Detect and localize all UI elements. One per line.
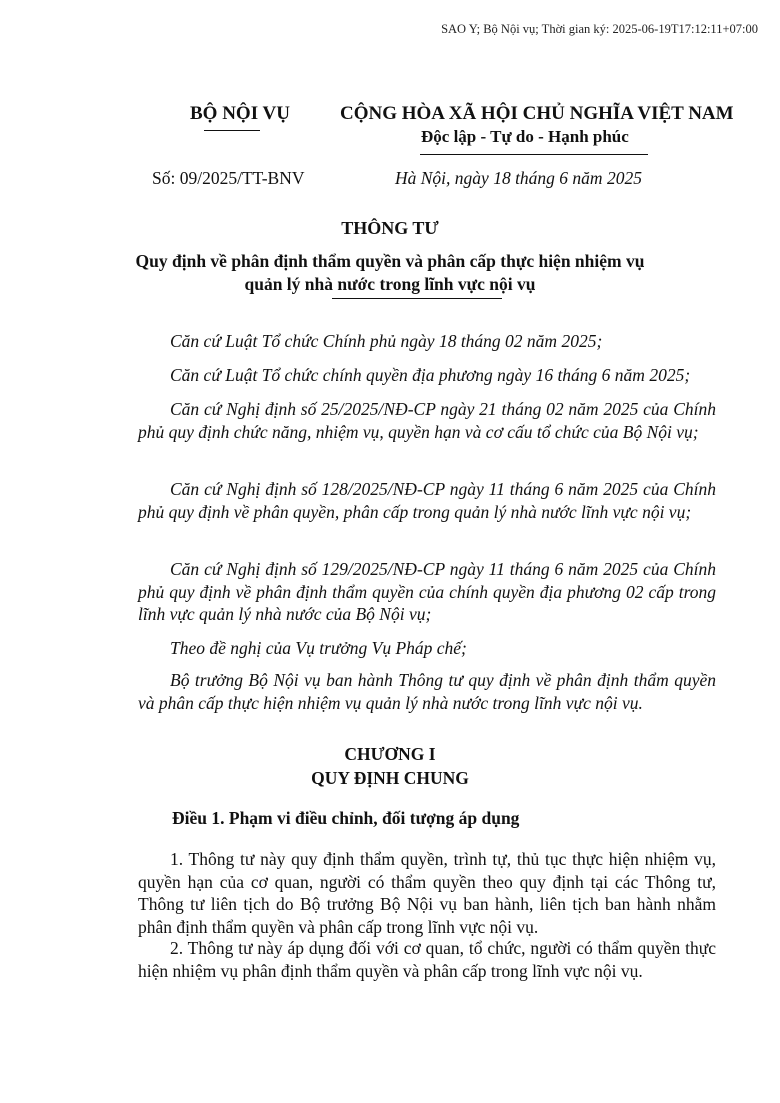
subject-line-1: Quy định về phân định thẩm quyền và phân cấp thực hiện nhiệm vụ <box>135 251 645 271</box>
proposal-line: Theo đề nghị của Vụ trưởng Vụ Pháp chế; <box>170 638 467 658</box>
document-type: THÔNG TƯ <box>341 218 439 238</box>
legal-basis-1: Căn cứ Luật Tổ chức Chính phủ ngày 18 tháng 02 năm 2025; <box>170 331 603 351</box>
article-1-heading: Điều 1. Phạm vi điều chỉnh, đối tượng áp dụng <box>172 808 520 828</box>
legal-basis-3: Căn cứ Nghị định số 25/2025/NĐ-CP ngày 21 tháng 02 năm 2025 của Chính phủ quy định chức năng, nhiệm vụ, quyền hạn và cơ cấu tổ chức của Bộ Nội vụ; <box>138 399 716 442</box>
subject-line-2: quản lý nhà nước trong lĩnh vực nội vụ <box>244 274 536 294</box>
motto-underline <box>420 154 648 155</box>
chapter-heading <box>0 742 780 790</box>
subject-underline <box>332 298 502 299</box>
national-title: CỘNG HÒA XÃ HỘI CHỦ NGHĨA VIỆT NAM <box>340 103 734 124</box>
enactment-statement: Bộ trưởng Bộ Nội vụ ban hành Thông tư quy định về phân định thẩm quyền và phân cấp thực hiện nhiệm vụ quản lý nhà nước trong lĩnh vực nội vụ. <box>138 670 716 713</box>
place-date: Hà Nội, ngày 18 tháng 6 năm 2025 <box>395 168 642 188</box>
document-number: Số: 09/2025/TT-BNV <box>152 168 305 188</box>
legal-basis-5: Căn cứ Nghị định số 129/2025/NĐ-CP ngày 11 tháng 6 năm 2025 của Chính phủ quy định về phân định thẩm quyền của chính quyền địa phương 02 cấp trong lĩnh vực quản lý nhà nước của Bộ Nội vụ; <box>138 559 716 624</box>
chapter-number: CHƯƠNG I <box>344 744 436 764</box>
agency-underline <box>204 130 260 131</box>
digital-signature-stamp: SAO Y; Bộ Nội vụ; Thời gian ký: 2025-06-19T17:12:11+07:00 <box>441 22 758 36</box>
national-motto: Độc lập - Tự do - Hạnh phúc <box>421 127 629 146</box>
issuing-agency: BỘ NỘI VỤ <box>190 103 290 124</box>
article-1-clause-1: 1. Thông tư này quy định thẩm quyền, trình tự, thủ tục thực hiện nhiệm vụ, quyền hạn của cơ quan, người có thẩm quyền theo quy định tại các Thông tư, Thông tư liên tịch do Bộ trưởng Bộ Nội vụ ban hành, liên tịch ban hành nhằm phân định thẩm quyền và phân cấp trong lĩnh vực nội vụ. <box>138 849 716 937</box>
document-subject <box>0 250 780 296</box>
legal-basis-4: Căn cứ Nghị định số 128/2025/NĐ-CP ngày 11 tháng 6 năm 2025 của Chính phủ quy định về phân quyền, phân cấp trong quản lý nhà nước lĩnh vực nội vụ; <box>138 479 716 522</box>
legal-basis-2: Căn cứ Luật Tổ chức chính quyền địa phương ngày 16 tháng 6 năm 2025; <box>170 365 691 385</box>
chapter-title: QUY ĐỊNH CHUNG <box>311 768 469 788</box>
article-1-clause-2: 2. Thông tư này áp dụng đối với cơ quan, tổ chức, người có thẩm quyền thực hiện nhiệm vụ phân định thẩm quyền và phân cấp trong lĩnh vực nội vụ. <box>138 938 716 981</box>
